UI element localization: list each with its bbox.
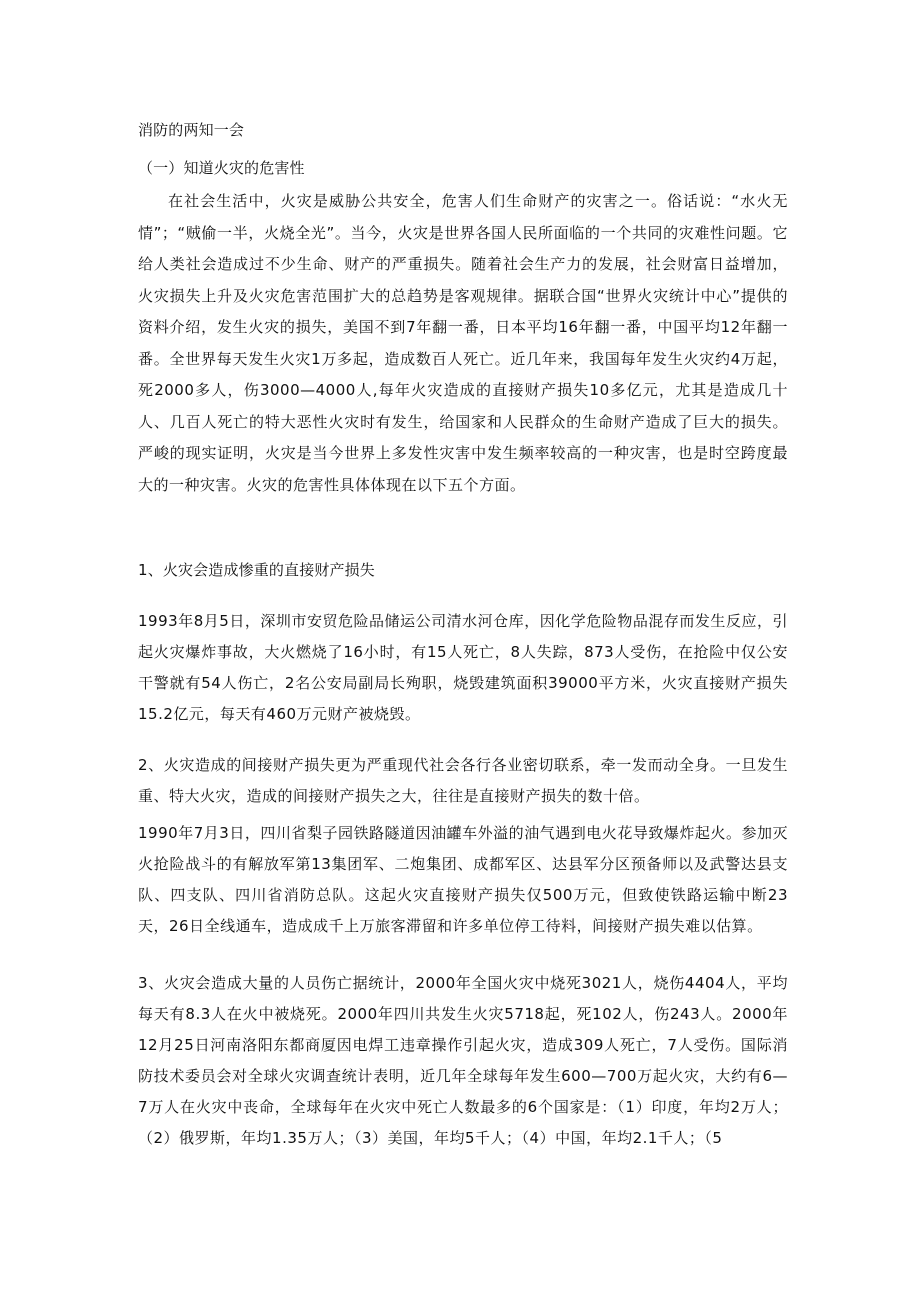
point-2-case: 1990年7月3日，四川省梨子园铁路隧道因油罐车外溢的油气遇到电火花导致爆炸起火。参加灭火抢险战斗的有解放军第13集团军、二炮集团、成都军区、达县军分区预备师以及武警达县支队、四支队、四川省消防总队。这起火灾直接财产损失仅500万元，但致使铁路运输中断23天，26日全线通车，造成成千上万旅客滞留和许多单位停工待料，间接财产损失难以估算。 xyxy=(138,824,788,935)
point-3-paragraph: 3、火灾会造成大量的人员伤亡据统计，2000年全国火灾中烧死3021人，烧伤4404人，平均每天有8.3人在火中被烧死。2000年四川共发生火灾5718起，死102人，伤243人。2000年12月25日河南洛阳东都商厦因电焊工违章操作引起火灾，造成309人死亡，7人受伤。国际消防技术委员会对全球火灾调查统计表明，近几年全球每年发生600—700万起火灾，大约有6—7万人在火灾中丧命，全球每年在火灾中死亡人数最多的6个国家是：（1）印度，年均2万人；（2）俄罗斯，年均1.35万人；（3）美国，年均5千人；（4）中国，年均2.1千人；（5 xyxy=(138,974,788,1147)
point-1-case: 1993年8月5日，深圳市安贸危险品储运公司清水河仓库，因化学危险物品混存而发生反应，引起火灾爆炸事故，大火燃烧了16小时，有15人死亡，8人失踪，873人受伤，在抢险中仅公安干警就有54人伤亡，2名公安局副局长殉职，烧毁建筑面积39000平方米，火灾直接财产损失15.2亿元，每天有460万元财产被烧毁。 xyxy=(138,612,788,723)
document-title: 消防的两知一会 xyxy=(138,121,245,139)
point-1-heading: 1、火灾会造成惨重的直接财产损失 xyxy=(138,561,375,579)
intro-paragraph: 在社会生活中，火灾是威胁公共安全，危害人们生命财产的灾害之一。俗话说：“水火无情”；“贼偷一半，火烧全光”。当今，火灾是世界各国人民所面临的一个共同的灾难性问题。它给人类社会造成过不少生命、财产的严重损失。随着社会生产力的发展，社会财富日益增加，火灾损失上升及火灾危害范围扩大的总趋势是客观规律。据联合国“世界火灾统计中心”提供的资料介绍，发生火灾的损失，美国不到7年翻一番，日本平均16年翻一番，中国平均12年翻一番。全世界每天发生火灾1万多起，造成数百人死亡。近几年来，我国每年发生火灾约4万起，死2000多人，伤3000—4000人,每年火灾造成的直接财产损失10多亿元，尤其是造成几十人、几百人死亡的特大恶性火灾时有发生，给国家和人民群众的生命财产造成了巨大的损失。严峻的现实证明，火灾是当今世界上多发性灾害中发生频率较高的一种灾害，也是时空跨度最大的一种灾害。火灾的危害性具体体现在以下五个方面。 xyxy=(138,192,788,494)
point-2-paragraph: 2、火灾造成的间接财产损失更为严重现代社会各行各业密切联系，牵一发而动全身。一旦发生重、特大火灾，造成的间接财产损失之大，往往是直接财产损失的数十倍。 xyxy=(138,756,788,805)
section-heading: （一）知道火灾的危害性 xyxy=(138,159,305,177)
